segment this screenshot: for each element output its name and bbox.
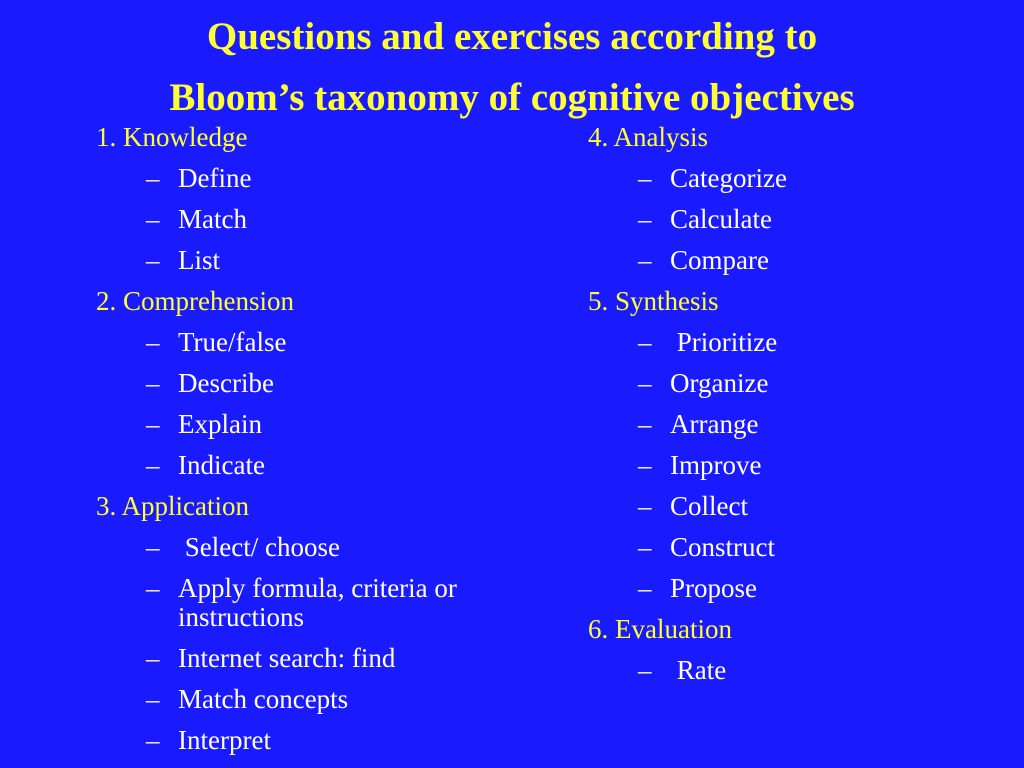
section-heading: 3. Application xyxy=(96,491,249,521)
dash-bullet: – xyxy=(638,327,652,357)
section-knowledge xyxy=(96,117,516,281)
dash-bullet: – xyxy=(638,245,652,275)
title-line-1: Questions and exercises according to xyxy=(206,15,818,58)
right-column xyxy=(588,117,1008,691)
dash-bullet: – xyxy=(638,491,652,521)
list-item: – List xyxy=(96,240,516,281)
left-column xyxy=(96,117,516,761)
list-item: – Match xyxy=(96,199,516,240)
list-item: – Describe xyxy=(96,363,516,404)
section-heading: 1. Knowledge xyxy=(96,122,248,152)
dash-bullet: – xyxy=(146,245,160,275)
list-item: – Categorize xyxy=(588,158,1008,199)
dash-bullet: – xyxy=(638,573,652,603)
list-item: – Compare xyxy=(588,240,1008,281)
list-item: – Collect xyxy=(588,486,1008,527)
dash-bullet: – xyxy=(146,573,160,603)
dash-bullet: – xyxy=(146,327,160,357)
list-item: – Propose xyxy=(588,568,1008,609)
dash-bullet: – xyxy=(146,368,160,398)
list-item: – Apply formula, criteria or instructions xyxy=(146,573,471,632)
dash-bullet: – xyxy=(638,204,652,234)
list-item: – Construct xyxy=(588,527,1008,568)
dash-bullet: – xyxy=(638,163,652,193)
list-item: – Explain xyxy=(96,404,516,445)
title-line-2: Bloom’s taxonomy of cognitive objectives xyxy=(169,76,855,119)
list-item: – Internet search: find xyxy=(96,638,516,679)
section-heading: 4. Analysis xyxy=(588,122,709,152)
list-item: – Rate xyxy=(588,650,1008,691)
slide-title xyxy=(0,6,1024,128)
list-item: – Interpret xyxy=(96,720,516,761)
dash-bullet: – xyxy=(638,368,652,398)
list-item: – Indicate xyxy=(96,445,516,486)
dash-bullet: – xyxy=(146,643,160,673)
section-analysis xyxy=(588,117,1008,281)
dash-bullet: – xyxy=(146,163,160,193)
section-synthesis xyxy=(588,281,1008,609)
section-evaluation xyxy=(588,609,1008,691)
dash-bullet: – xyxy=(146,409,160,439)
section-heading: 5. Synthesis xyxy=(588,286,719,316)
dash-bullet: – xyxy=(638,532,652,562)
dash-bullet: – xyxy=(638,655,652,685)
list-item: – Define xyxy=(96,158,516,199)
list-item: – Organize xyxy=(588,363,1008,404)
list-item: – Match concepts xyxy=(96,679,516,720)
section-heading: 6. Evaluation xyxy=(588,614,732,644)
section-heading: 2. Comprehension xyxy=(96,286,294,316)
list-item: – Improve xyxy=(588,445,1008,486)
dash-bullet: – xyxy=(146,204,160,234)
dash-bullet: – xyxy=(146,725,160,755)
list-item: – Arrange xyxy=(588,404,1008,445)
dash-bullet: – xyxy=(638,409,652,439)
list-item: – Select/ choose xyxy=(96,527,516,568)
list-item: – Calculate xyxy=(588,199,1008,240)
dash-bullet: – xyxy=(146,684,160,714)
dash-bullet: – xyxy=(146,450,160,480)
dash-bullet: – xyxy=(146,532,160,562)
list-item: – Prioritize xyxy=(588,322,1008,363)
list-item: – True/false xyxy=(96,322,516,363)
section-application xyxy=(96,486,516,761)
section-comprehension xyxy=(96,281,516,486)
dash-bullet: – xyxy=(638,450,652,480)
